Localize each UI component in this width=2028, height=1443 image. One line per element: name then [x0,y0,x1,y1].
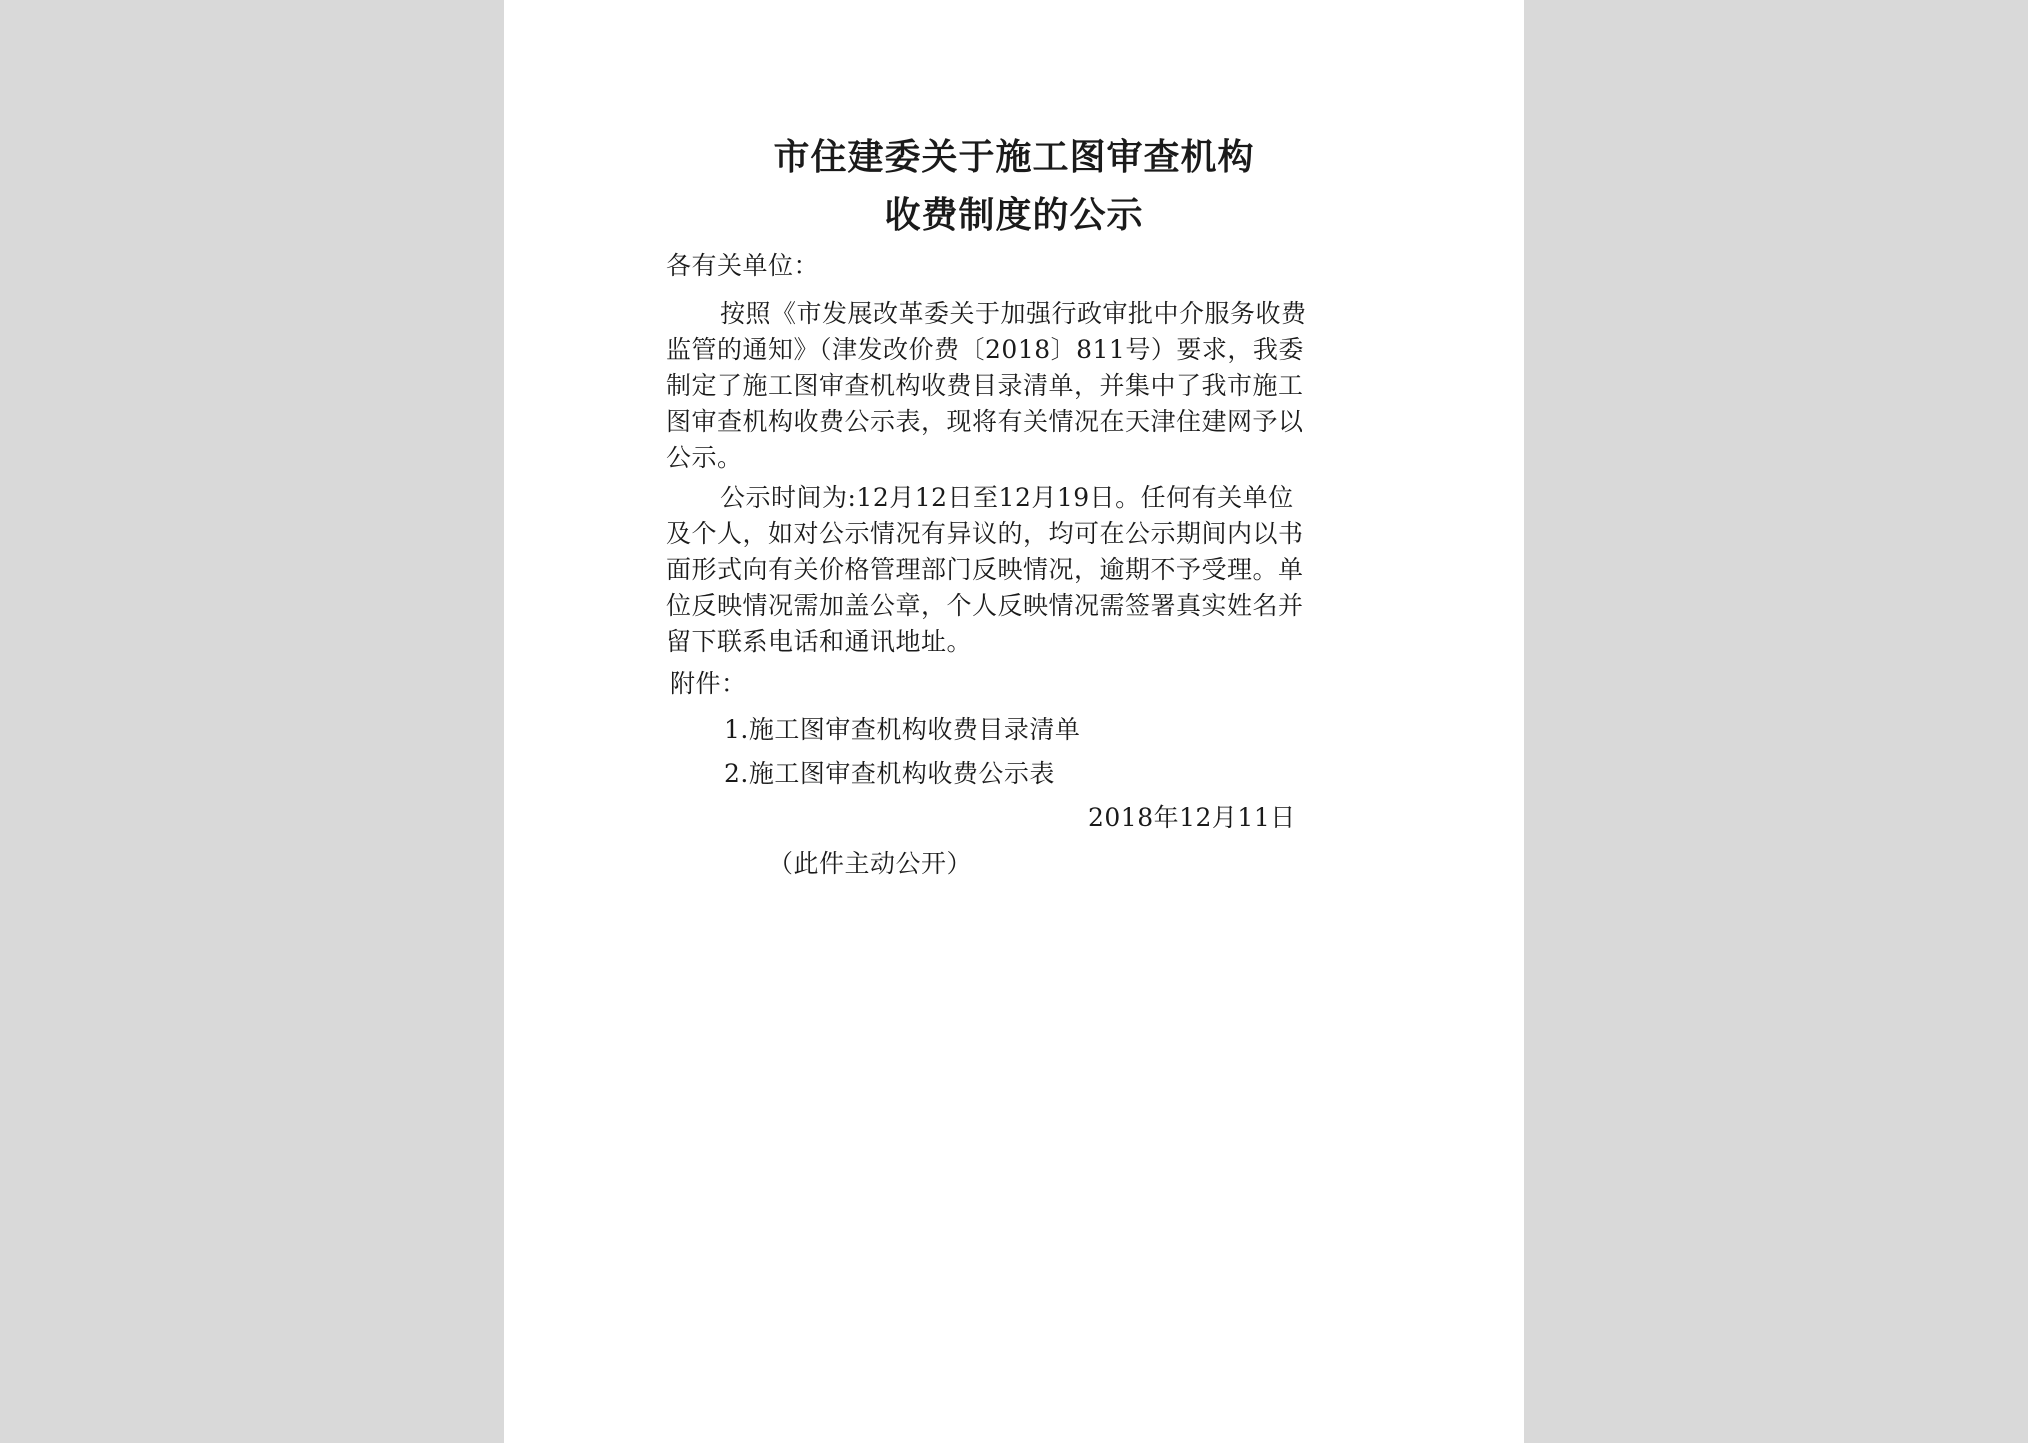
paragraph-1-line: 按照《市发展改革委关于加强行政审批中介服务收费 [720,299,1307,328]
disclosure-note: （此件主动公开） [768,849,973,878]
paragraph-1-line: 图审查机构收费公示表，现将有关情况在天津住建网予以 [666,407,1304,436]
document-page [504,0,1524,1443]
paragraph-2-line: 面形式向有关价格管理部门反映情况，逾期不予受理。单 [666,555,1304,584]
paragraph-1 [666,296,1366,476]
document-date: 2018年12月11日 [1088,803,1296,832]
paragraph-2-line: 公示时间为:12月12日至12月19日。任何有关单位 [720,483,1294,512]
paragraph-1-line: 制定了施工图审查机构收费目录清单，并集中了我市施工 [666,371,1304,400]
attachment-item: 2.施工图审查机构收费公示表 [724,759,1055,788]
document-title-line-1: 市住建委关于施工图审查机构 [773,137,1255,178]
salutation: 各有关单位： [666,251,820,280]
paragraph-1-line: 公示。 [666,443,743,472]
paragraph-2 [666,480,1366,660]
attachment-item: 1.施工图审查机构收费目录清单 [724,715,1081,744]
attachments-label: 附件： [670,669,747,698]
paragraph-2-line: 位反映情况需加盖公章，个人反映情况需签署真实姓名并 [666,591,1304,620]
paragraph-2-line: 留下联系电话和通讯地址。 [666,627,973,656]
paragraph-2-line: 及个人，如对公示情况有异议的，均可在公示期间内以书 [666,519,1304,548]
paragraph-1-line: 监管的通知》（津发改价费〔2018〕811号）要求，我委 [666,335,1304,364]
document-title-line-2: 收费制度的公示 [884,195,1144,236]
